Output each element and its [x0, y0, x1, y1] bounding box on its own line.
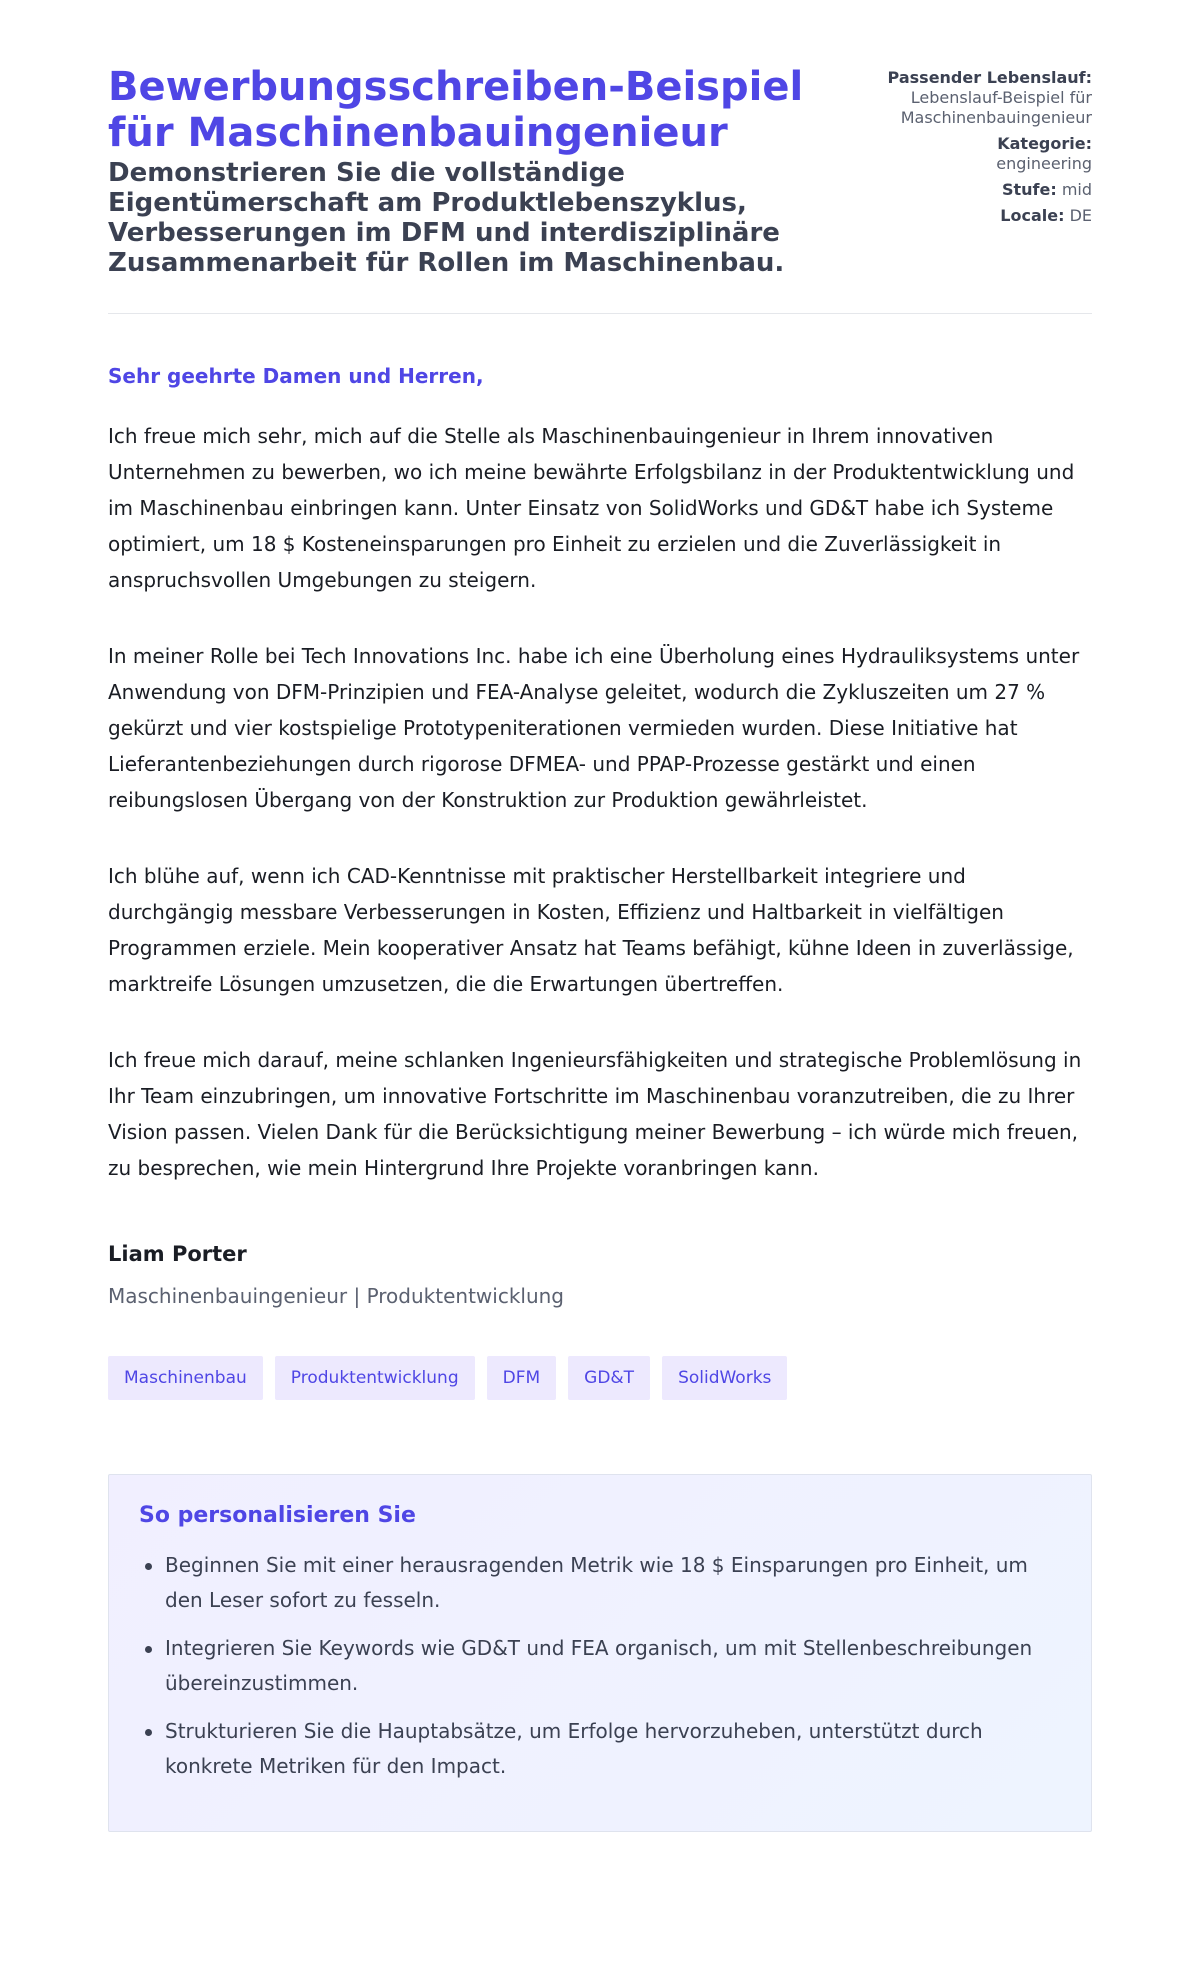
tip-item: Strukturieren Sie die Hauptabsätze, um Erfolge hervorzuheben, unterstützt durch konkrete Metriken für den Impact.	[139, 1714, 1061, 1784]
meta-category-label: Kategorie:	[997, 134, 1092, 153]
tips-title: So personalisieren Sie	[139, 1503, 416, 1528]
tag-produktentwicklung[interactable]: Produktentwicklung	[275, 1356, 475, 1400]
tips-list	[139, 1548, 1061, 1784]
meta-resume-label: Passender Lebenslauf:	[887, 68, 1092, 87]
meta-panel	[842, 68, 1092, 232]
page-title: Bewerbungsschreiben-Beispiel für Maschinenbauingenieur	[108, 64, 804, 156]
meta-category	[842, 134, 1092, 174]
letter-paragraph: Ich freue mich darauf, meine schlanken Ingenieursfähigkeiten und strategische Problemlösung in Ihr Team einzubringen, um innovative Fortschritte im Maschinenbau voranzutreiben, die zu Ihrer Vision passen. Vielen Dank für die Berücksichtigung meiner Bewerbung – ich würde mich freuen, zu besprechen, wie mein Hintergrund Ihre Projekte voranbringen kann.	[108, 1048, 1082, 1180]
meta-level-label: Stufe:	[1001, 180, 1057, 199]
letter-paragraph: Ich blühe auf, wenn ich CAD-Kenntnisse mit praktischer Herstellbarkeit integriere und durchgängig messbare Verbesserungen in Kosten, Effizienz und Haltbarkeit in vielfältigen Programmen erziele. Mein kooperativer Ansatz hat Teams befähigt, kühne Ideen in zuverlässige, marktreife Lösungen umzusetzen, die die Erwartungen übertreffen.	[108, 864, 1074, 996]
salutation: Sehr geehrte Damen und Herren,	[108, 364, 484, 388]
meta-category-value: engineering	[996, 154, 1092, 173]
signature-title: Maschinenbauingenieur | Produktentwicklung	[108, 1284, 565, 1308]
signature-block	[108, 1242, 1092, 1308]
tag-maschinenbau[interactable]: Maschinenbau	[108, 1356, 263, 1400]
meta-resume-value[interactable]: Lebenslauf-Beispiel für Maschinenbauingenieur	[900, 88, 1092, 127]
tag-dfm[interactable]: DFM	[487, 1356, 557, 1400]
tag-solidworks[interactable]: SolidWorks	[662, 1356, 787, 1400]
letter-body	[108, 364, 1092, 1308]
meta-locale-label: Locale:	[1000, 206, 1065, 225]
tag-list	[108, 1356, 1092, 1400]
letter-paragraph: Ich freue mich sehr, mich auf die Stelle als Maschinenbauingenieur in Ihrem innovativen Unternehmen zu bewerben, wo ich meine bewährte Erfolgsbilanz in der Produktentwicklung und im Maschinenbau einbringen kann. Unter Einsatz von SolidWorks und GD&T habe ich Systeme optimiert, um 18 $ Kosteneinsparungen pro Einheit zu erzielen und die Zuverlässigkeit in anspruchsvollen Umgebungen zu steigern.	[108, 424, 1075, 592]
meta-level-value: mid	[1061, 180, 1092, 199]
page-header	[108, 0, 1092, 314]
signature-name: Liam Porter	[108, 1242, 247, 1266]
tip-item: Integrieren Sie Keywords wie GD&T und FEA organisch, um mit Stellenbeschreibungen übereinzustimmen.	[139, 1631, 1061, 1701]
tip-item: Beginnen Sie mit einer herausragenden Metrik wie 18 $ Einsparungen pro Einheit, um den Leser sofort zu fesseln.	[139, 1548, 1061, 1618]
meta-locale	[842, 206, 1092, 226]
page-subtitle: Demonstrieren Sie die vollständige Eigentümerschaft am Produktlebenszyklus, Verbesserungen im DFM und interdisziplinäre Zusammenarbeit für Rollen im Maschinenbau.	[108, 158, 785, 278]
tag-gdt[interactable]: GD&T	[568, 1356, 650, 1400]
personalization-tips	[108, 1474, 1092, 1832]
meta-level	[842, 180, 1092, 200]
letter-paragraphs	[108, 418, 1092, 1186]
meta-locale-value: DE	[1069, 206, 1092, 225]
letter-paragraph: In meiner Rolle bei Tech Innovations Inc. habe ich eine Überholung eines Hydrauliksystems unter Anwendung von DFM-Prinzipien und FEA-Analyse geleitet, wodurch die Zykluszeiten um 27 % gekürzt und vier kostspielige Prototypeniterationen vermieden wurden. Diese Initiative hat Lieferantenbeziehungen durch rigorose DFMEA- und PPAP-Prozesse gestärkt und einen reibungslosen Übergang von der Konstruktion zur Produktion gewährleistet.	[108, 644, 1080, 812]
meta-resume	[842, 68, 1092, 128]
